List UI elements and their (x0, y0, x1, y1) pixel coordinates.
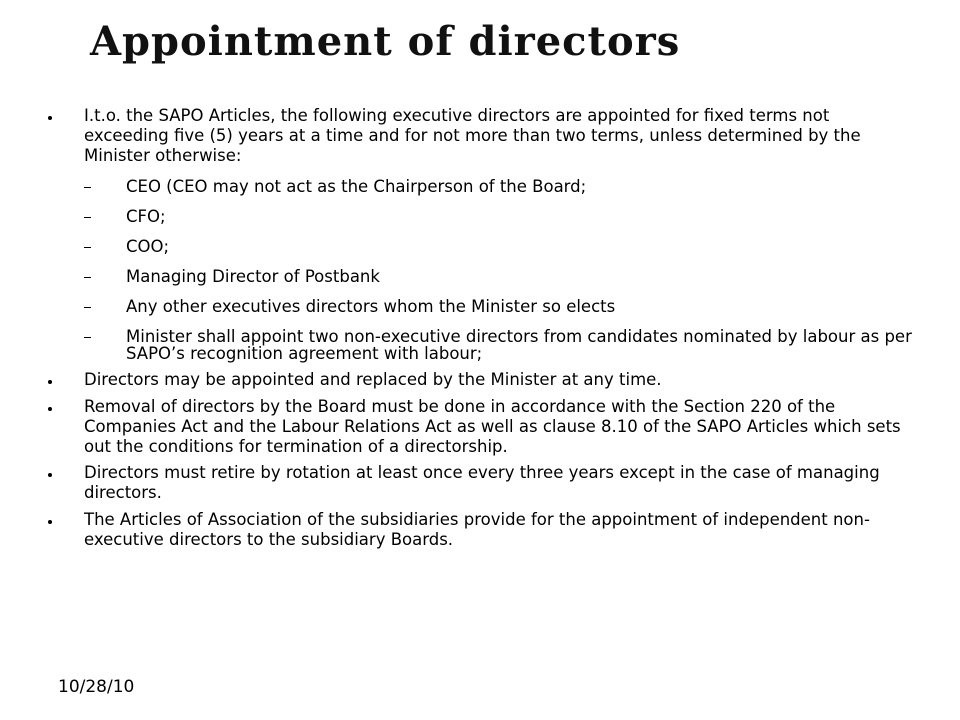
bullet-item (44, 463, 924, 503)
bullet-text: I.t.o. the SAPO Articles, the following executive directors are appointed for fixed terms not exceeding five (5) years at a time and for not more than two terms, unless determined by the Minister otherwise: (84, 106, 861, 165)
sub-bullet-item (84, 328, 924, 362)
sub-bullet-item (84, 208, 924, 225)
dash-icon (84, 187, 91, 188)
sub-bullet-item (84, 178, 924, 195)
bullet-item (44, 397, 924, 457)
bullet-dot-icon (48, 116, 52, 120)
dash-icon (84, 307, 91, 308)
bullet-dot-icon (48, 380, 52, 384)
bullet-dot-icon (48, 473, 52, 477)
bullet-item (44, 106, 924, 362)
sub-bullet-item (84, 298, 924, 315)
sub-bullet-text: CFO; (126, 207, 166, 226)
sub-bullet-text: CEO (CEO may not act as the Chairperson of the Board; (126, 177, 587, 196)
bullet-item (44, 370, 924, 390)
sub-bullet-item (84, 268, 924, 285)
dash-icon (84, 277, 91, 278)
bullet-list (44, 106, 924, 550)
bullet-text: Directors may be appointed and replaced by the Minister at any time. (84, 370, 662, 389)
bullet-text: The Articles of Association of the subsidiaries provide for the appointment of independent non-executive directors to the subsidiary Boards. (84, 510, 870, 549)
bullet-dot-icon (48, 407, 52, 411)
bullet-dot-icon (48, 520, 52, 524)
bullet-text: Directors must retire by rotation at least once every three years except in the case of managing directors. (84, 463, 880, 502)
sub-bullet-list (84, 178, 924, 362)
bullet-item (44, 510, 924, 550)
slide-title: Appointment of directors (90, 18, 681, 65)
sub-bullet-text: Any other executives directors whom the Minister so elects (126, 297, 616, 316)
sub-bullet-item (84, 238, 924, 255)
slide-date: 10/28/10 (58, 677, 135, 697)
sub-bullet-text: Minister shall appoint two non-executive directors from candidates nominated by labour as per SAPO’s recognition agreement with labour; (126, 327, 912, 363)
dash-icon (84, 247, 91, 248)
sub-bullet-text: Managing Director of Postbank (126, 267, 380, 286)
bullet-text: Removal of directors by the Board must be done in accordance with the Section 220 of the Companies Act and the Labour Relations Act as well as clause 8.10 of the SAPO Articles which sets out the conditions for termination of a directorship. (84, 397, 901, 456)
dash-icon (84, 217, 91, 218)
sub-bullet-text: COO; (126, 237, 170, 256)
dash-icon (84, 337, 91, 338)
